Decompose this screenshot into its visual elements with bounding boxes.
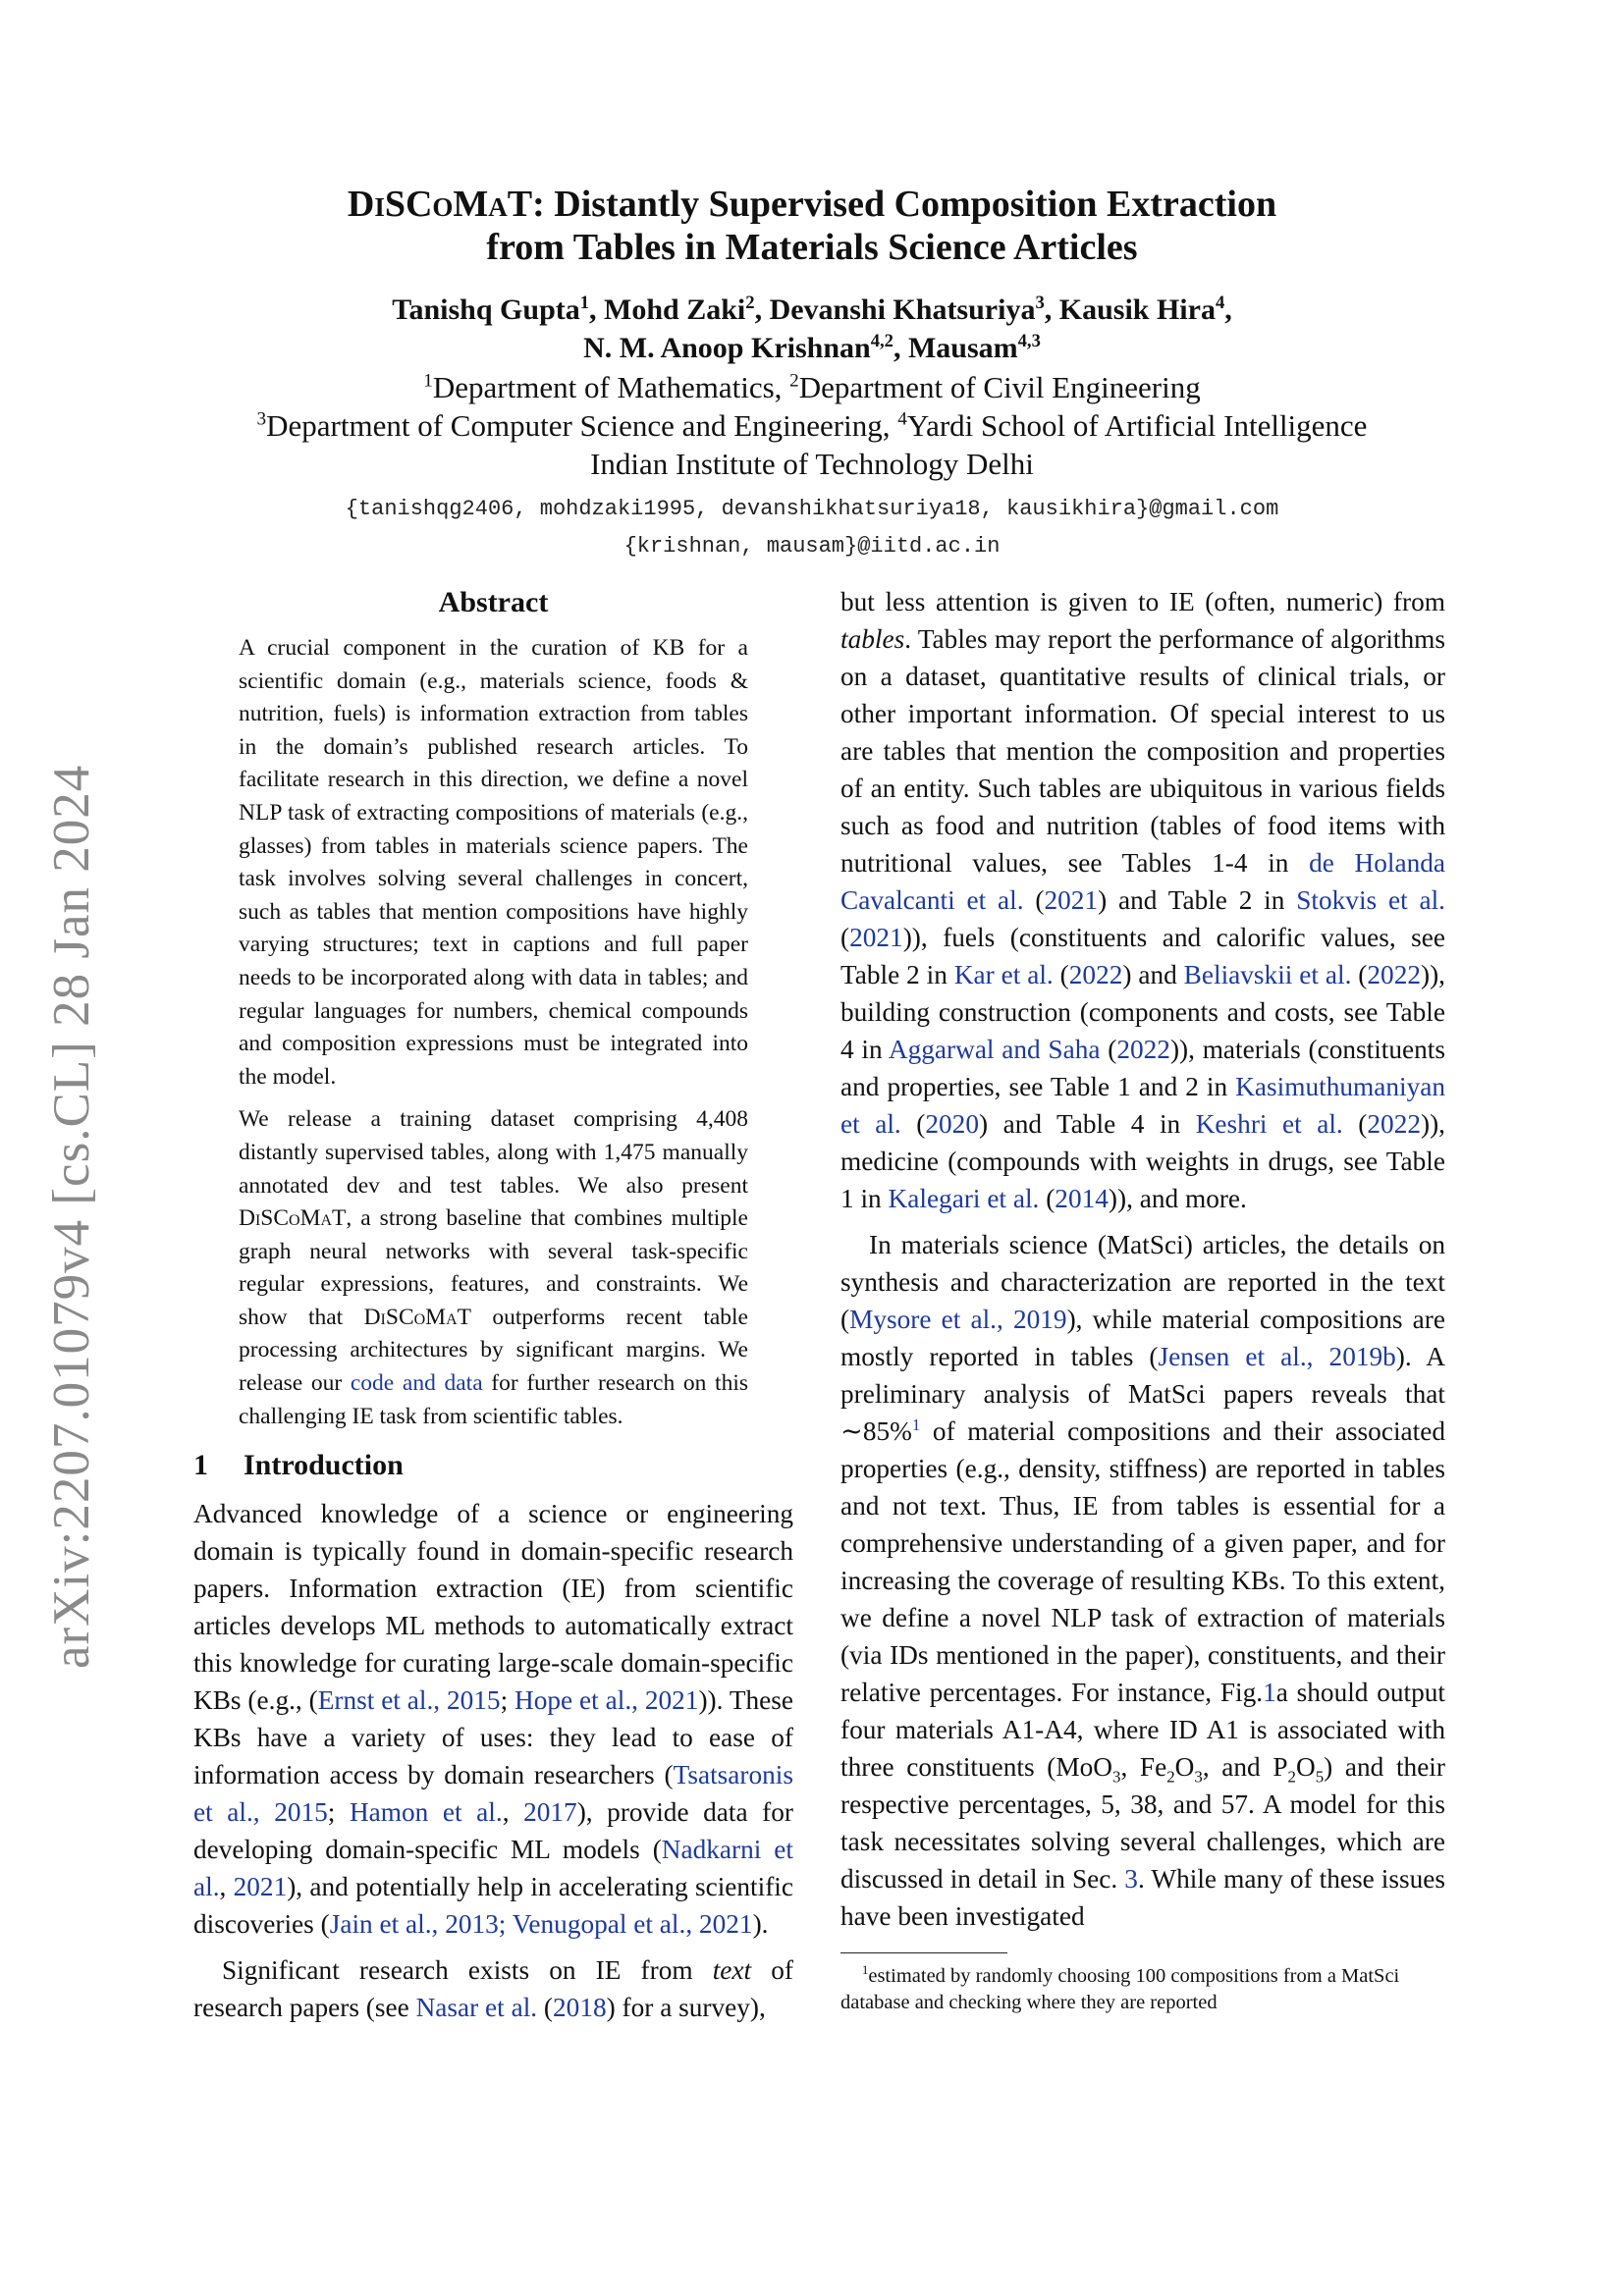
author-name: Mausam: [907, 332, 1018, 364]
citation-link[interactable]: 2022: [1116, 1035, 1170, 1064]
affiliations: $^1$Department of Mathematics, $^2$Department of Civil Engineering $^3$Department of Computer Science and Engineering, $^4$Yardi School of Artificial Intelligence Indian Institute of Technology Delhi: [147, 368, 1477, 483]
author-name: Kausik Hira: [1058, 294, 1216, 326]
citation-link[interactable]: 2018: [553, 1993, 607, 2023]
citation-link[interactable]: 2022: [1367, 1109, 1421, 1139]
arxiv-stamp: arXiv:2207.01079v4 [cs.CL] 28 Jan 2024: [43, 764, 100, 1669]
section-heading: 1 Introduction: [193, 1449, 404, 1482]
body-paragraph: In materials science (MatSci) articles, the details on synthesis and characterization are reported in the text (Mysore et al., 2019), while material compositions are mostly reported in tables (Jensen et al., 2019b). A preliminary analysis of MatSci papers reveals that ∼85%$^1$ of material compositions and their associated properties (e.g., density, stiffness) are reported in tables and not text. Thus, IE from tables is essential for a comprehensive understanding of a given paper, and for increasing the coverage of resulting KBs. To this extent, we define a novel NLP task of extraction of materials (via IDs mentioned in the paper), constituents, and their relative percentages. For instance, Fig.1a should output four materials A1-A4, where ID A1 is associated with three constituents (MoO$_3$, $Fe_2O_3$, and $P_2O_5$) and their respective percentages, 5, 38, and 57. A model for this task necessitates solving several challenges, which are discussed in detail in Sec. 3. While many of these issues have been investigated: [840, 1230, 1446, 1931]
citation-link[interactable]: Jain et al., 2013; Venugopal et al., 2021: [329, 1909, 753, 1940]
right-column: [840, 583, 1445, 2016]
institute: Indian Institute of Technology Delhi: [590, 447, 1034, 481]
citation-link[interactable]: Nadkarni et al.: [193, 1835, 793, 1902]
abstract-paragraph: A crucial component in the curation of KB for a scientific domain (e.g., materials science, foods & nutrition, fuels) is information extraction from tables in the domain’s published research articles. To facilitate research in this direction, we define a novel NLP task of extracting compositions of materials (e.g., glasses) from tables in materials science papers. The task involves solving several challenges in concert, such as tables that mention compositions have highly varying structures; text in captions and full paper needs to be incorporated along with data in tables; and regular languages for numbers, chemical compounds and composition expressions must be integrated into the model.: [239, 635, 748, 1090]
abstract-paragraph: We release a training dataset comprising 4,408 distantly supervised tables, along with 1,475 manually annotated dev and test tables. We also present DiSCoMaT, a strong baseline that combines multiple graph neural networks with several task-specific regular expressions, features, and constraints. We show that DiSCoMaT outperforms recent table processing architectures by significant margins. We release our code and data for further research on this challenging IE task from scientific tables.: [239, 1106, 748, 1429]
citation-link[interactable]: Mysore et al., 2019: [849, 1305, 1067, 1334]
citation-link[interactable]: 2017: [523, 1797, 577, 1828]
citation-link[interactable]: 2021: [1044, 885, 1099, 915]
citation-link[interactable]: Ernst et al., 2015: [317, 1685, 501, 1716]
citation-link[interactable]: Keshri et al.: [1195, 1109, 1343, 1139]
citation-link[interactable]: Aggarwal and Saha: [888, 1035, 1101, 1064]
citation-link[interactable]: Beliavskii et al.: [1183, 960, 1352, 989]
footnote-divider: [840, 1952, 1007, 1953]
citation-link[interactable]: 2014: [1055, 1184, 1109, 1213]
author-name: Devanshi Khatsuriya: [769, 294, 1036, 326]
author-name: Tanishq Gupta: [392, 294, 580, 326]
citation-link[interactable]: 2020: [925, 1109, 979, 1139]
intro-body: [193, 1495, 793, 2026]
title-acronym: DiSCoMaT: [347, 184, 533, 225]
section-link[interactable]: 3: [1124, 1864, 1138, 1894]
author-name: N. M. Anoop Krishnan: [583, 332, 871, 364]
citation-link[interactable]: Hope et al., 2021: [514, 1685, 699, 1716]
citation-link[interactable]: Stokvis et al.: [1296, 885, 1445, 915]
intro-paragraph: Significant research exists on IE from text of research papers (see Nasar et al. (2018) for a survey),: [193, 1955, 793, 2023]
left-column: [193, 583, 793, 2035]
abstract-heading: Abstract: [438, 586, 549, 618]
abstract-body: [239, 632, 748, 1433]
citation-link[interactable]: 2022: [1367, 960, 1421, 989]
citation-link[interactable]: Hamon et al.: [349, 1797, 503, 1828]
footnote: $^1$estimated by randomly choosing 100 compositions from a MatSci database and checking where they are reported: [840, 1963, 1400, 2013]
citation-link[interactable]: Kalegari et al.: [888, 1184, 1040, 1213]
code-data-link[interactable]: code and data: [350, 1370, 483, 1397]
body-paragraph: but less attention is given to IE (often, numeric) from tables. Tables may report the performance of algorithms on a dataset, quantitative results of clinical trials, or other important information. Of special interest to us are tables that mention the composition and properties of an entity. Such tables are ubiquitous in various fields such as food and nutrition (tables of food items with nutritional values, see Tables 1-4 in de Holanda Cavalcanti et al. (2021) and Table 2 in Stokvis et al. (2021)), fuels (constituents and calorific values, see Table 2 in Kar et al. (2022) and Beliavskii et al. (2022)), building construction (components and costs, see Table 4 in Aggarwal and Saha (2022)), materials (constituents and properties, see Table 1 and 2 in Kasimuthumaniyan et al. (2020) and Table 4 in Keshri et al. (2022)), medicine (compounds with weights in drugs, see Table 1 in Kalegari et al. (2014)), and more.: [840, 587, 1446, 1213]
citation-link[interactable]: 2021: [233, 1872, 288, 1902]
intro-paragraph: Advanced knowledge of a science or engineering domain is typically found in domain-specific research papers. Information extraction (IE) from scientific articles develops ML methods to automatically extract this knowledge for curating large-scale domain-specific KBs (e.g., (Ernst et al., 2015; Hope et al., 2021)). These KBs have a variety of uses: they lead to ease of information access by domain researchers (Tsatsaronis et al., 2015; Hamon et al., 2017), provide data for developing domain-specific ML models (Nadkarni et al., 2021), and potentially help in accelerating scientific discoveries (Jain et al., 2013; Venugopal et al., 2021).: [193, 1499, 793, 1940]
citation-link[interactable]: 2022: [1068, 960, 1123, 989]
citation-link[interactable]: Jensen et al., 2019b: [1158, 1342, 1396, 1371]
figure-link[interactable]: 1: [1263, 1678, 1276, 1707]
citation-link[interactable]: Nasar et al.: [415, 1993, 538, 2023]
citation-link[interactable]: 2021: [849, 923, 903, 952]
citation-link[interactable]: Kasimuthumaniyan et al.: [840, 1072, 1445, 1139]
author-emails: {tanishqg2406, mohdzaki1995, devanshikhatsuriya18, kausikhira}@gmail.com {krishnan, mausam}@iitd.ac.in: [345, 497, 1279, 559]
citation-link[interactable]: de Holanda Cavalcanti et al.: [840, 848, 1446, 915]
citation-link[interactable]: Tsatsaronis et al., 2015: [193, 1760, 793, 1828]
footnote-marker[interactable]: 1: [911, 1415, 921, 1434]
right-body: [840, 583, 1445, 1935]
citation-link[interactable]: Kar et al.: [953, 960, 1054, 989]
author-list: Tanishq Gupta$^1$, Mohd Zaki$^2$, Devanshi Khatsuriya$^3$, Kausik Hira$^4$, N. M. Anoop Krishnan$^{4,2}$, Mausam$^{4,3}$: [392, 293, 1232, 364]
paper-title: DiSCoMaT: Distantly Supervised Composition Extraction from Tables in Materials Science Articles: [347, 184, 1277, 268]
author-name: Mohd Zaki: [604, 294, 746, 326]
